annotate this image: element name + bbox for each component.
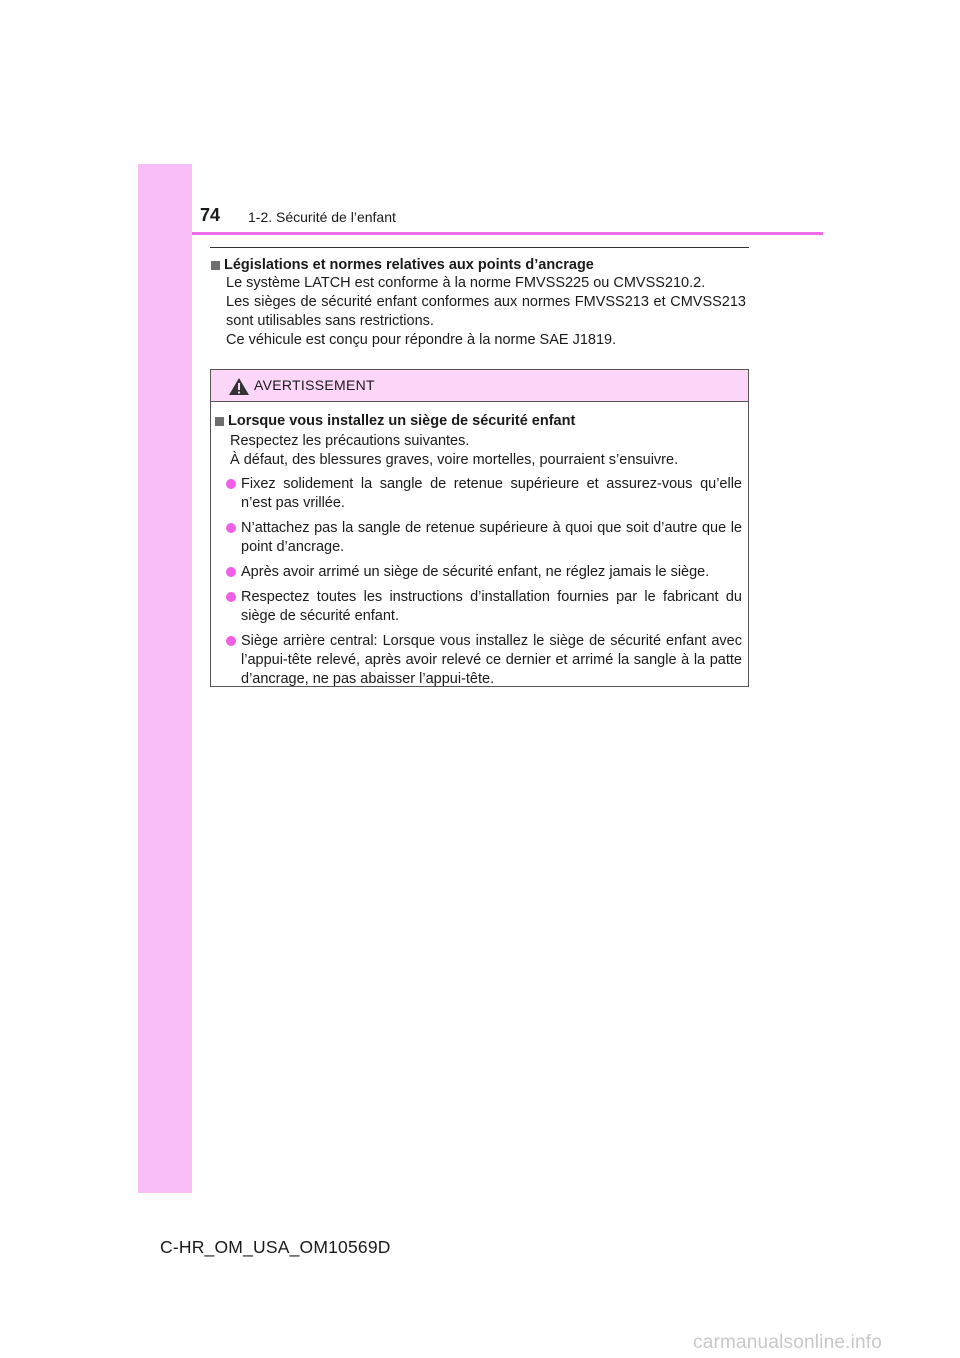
bullet-dot-icon [226,567,236,577]
bullet-text: Siège arrière central: Lorsque vous installez le siège de sécurité enfant avec l’appui-tête relevé, après avoir relevé ce dernier et arrimé la sangle à la patte d’ancrage, ne pas abaisser l’appui-tête. [241,633,742,687]
bullet-dot-icon [226,523,236,533]
bullet-text: Fixez solidement la sangle de retenue supérieure et assurez-vous qu’elle n’est pas vrillée. [241,476,742,511]
square-marker-icon [211,261,220,270]
list-item [241,475,742,513]
warning-content [211,412,748,695]
section-body [226,274,746,350]
bullet-text: Après avoir arrimé un siège de sécurité enfant, ne réglez jamais le siège. [241,564,710,580]
warning-title: AVERTISSEMENT [254,377,375,393]
section-heading-text: Législations et normes relatives aux points d’ancrage [224,257,594,273]
warning-intro-line: Respectez les précautions suivantes. [230,433,470,449]
warning-triangle-icon [228,377,250,396]
anchorage-section [211,256,746,350]
square-marker-icon [215,417,224,426]
warning-heading-text: Lorsque vous installez un siège de sécurité enfant [228,413,576,429]
list-item [241,563,742,582]
bullet-dot-icon [226,592,236,602]
bullet-text: Respectez toutes les instructions d’installation fournies par le fabricant du siège de sécurité enfant. [241,589,742,624]
section-title: 1-2. Sécurité de l’enfant [248,209,396,225]
list-item [241,632,742,689]
section-heading [211,256,746,274]
section-line: Les sièges de sécurité enfant conformes aux normes FMVSS213 et CMVSS213 sont utilisables sans restrictions. [226,294,746,329]
bullet-text: N’attachez pas la sangle de retenue supérieure à quoi que soit d’autre que le point d’ancrage. [241,520,742,555]
bullet-dot-icon [226,479,236,489]
warning-header [211,370,748,402]
page-number: 74 [200,205,221,225]
section-line: Le système LATCH est conforme à la norme FMVSS225 ou CMVSS210.2. [226,275,706,291]
watermark: carmanualsonline.info [693,1332,883,1353]
warning-bullet-list [211,475,748,689]
list-item [241,519,742,557]
content-divider [210,247,749,248]
list-item [241,588,742,626]
warning-intro [230,432,742,470]
document-code: C-HR_OM_USA_OM10569D [160,1237,391,1257]
section-line: Ce véhicule est conçu pour répondre à la norme SAE J1819. [226,332,617,348]
warning-heading [215,412,748,430]
bullet-dot-icon [226,636,236,646]
warning-intro-line: À défaut, des blessures graves, voire mortelles, pourraient s’ensuivre. [230,452,679,468]
header-divider [192,232,823,235]
warning-box [210,369,749,687]
side-color-band [138,164,192,1193]
